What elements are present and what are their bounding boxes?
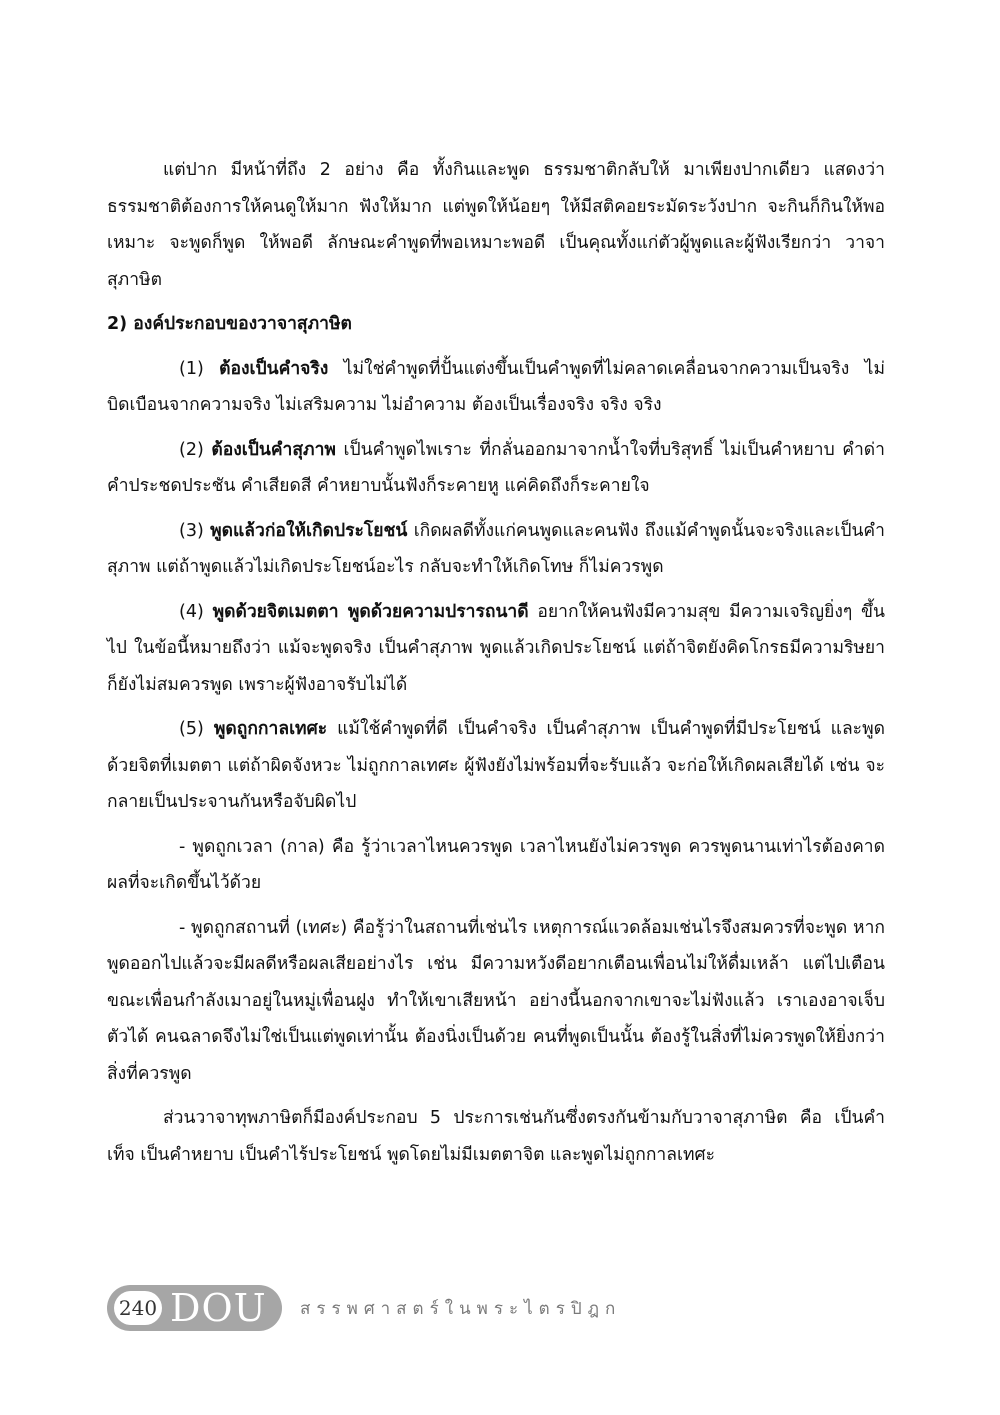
item-text: อยากให้คนฟังมีความสุข มีความเจริญยิ่งๆ ขึ้นไป ในข้อนี้หมายถึงว่า แม้จะพูดจริง เป็นคำสุภาพ พูดแล้วเกิดประโยชน์ แต่ถ้าจิตยังคิดโกรธมีความริษยาก็ยังไม่สมควรพูด เพราะผู้ฟังอาจรับไม่ได้	[107, 601, 885, 695]
item-number: (1)	[179, 358, 204, 379]
page-footer	[107, 1283, 621, 1333]
item-number: (5)	[179, 719, 204, 739]
page-body	[107, 152, 885, 1181]
item-title: ต้องเป็นคำสุภาพ	[211, 439, 336, 460]
dash-item-time: - พูดถูกเวลา (กาล) คือ รู้ว่าเวลาไหนควรพูด เวลาไหนยังไม่ควรพูด ควรพูดนานเท่าไรต้องคาดผลที่จะเกิดขึ้นไว้ด้วย	[107, 836, 885, 893]
intro-paragraph: แต่ปาก มีหน้าที่ถึง 2 อย่าง คือ ทั้งกินและพูด ธรรมชาติกลับให้ มาเพียงปากเดียว แสดงว่าธรรมชาติต้องการให้คนดูให้มาก ฟังให้มาก แต่พูดให้น้อยๆ ให้มีสติคอยระมัดระวังปาก จะกินก็กินให้พอเหมาะ จะพูดก็พูด ให้พอดี ลักษณะคำพูดที่พอเหมาะพอดี เป็นคุณทั้งแก่ตัวผู้พูดและผู้ฟังเรียกว่า วาจาสุภาษิต	[107, 160, 885, 290]
item-number: (3)	[179, 520, 204, 541]
page-number: 240	[114, 1291, 162, 1325]
book-title: สรรพศาสตร์ในพระไตรปิฎก	[300, 1298, 622, 1319]
item-number: (4)	[179, 601, 204, 622]
component-item-1	[107, 351, 885, 424]
item-title: พูดแล้วก่อให้เกิดประโยชน์	[210, 520, 408, 541]
item-title: พูดถูกกาลเทศะ	[213, 719, 328, 739]
closing-paragraph: ส่วนวาจาทุพภาษิตก็มีองค์ประกอบ 5 ประการเช่นกันซึ่งตรงกันข้ามกับวาจาสุภาษิต คือ เป็นคำเท็จ เป็นคำหยาบ เป็นคำไร้ประโยชน์ พูดโดยไม่มีเมตตาจิต และพูดไม่ถูกกาลเทศะ	[107, 1108, 885, 1165]
item-number: (2)	[179, 439, 204, 460]
item-title: พูดด้วยจิตเมตตา พูดด้วยความปรารถนาดี	[212, 601, 529, 622]
section-heading: 2) องค์ประกอบของวาจาสุภาษิต	[107, 314, 352, 334]
dou-logo: DOU	[170, 1286, 267, 1330]
item-text: เป็นคำพูดไพเราะ ที่กลั่นออกมาจากน้ำใจที่บริสุทธิ์ ไม่เป็นคำหยาบ คำด่า คำประชดประชัน คำเสียดสี คำหยาบนั้นฟังก็ระคายหู แค่คิดถึงก็ระคายใจ	[107, 439, 885, 496]
component-item-5	[107, 711, 885, 821]
component-item-2	[107, 432, 885, 505]
item-text: ไม่ใช่คำพูดที่ปั้นแต่งขึ้นเป็นคำพูดที่ไม่คลาดเคลื่อนจากความเป็นจริง ไม่บิดเบือนจากความจริง ไม่เสริมความ ไม่อำความ ต้องเป็นเรื่องจริง จริง จริง	[107, 358, 885, 415]
item-text: แม้ใช้คำพูดที่ดี เป็นคำจริง เป็นคำสุภาพ เป็นคำพูดที่มีประโยชน์ และพูดด้วยจิตที่เมตตา แต่ถ้าผิดจังหวะ ไม่ถูกกาลเทศะ ผู้ฟังยังไม่พร้อมที่จะรับแล้ว จะก่อให้เกิดผลเสียได้ เช่น จะกลายเป็นประจานกันหรือจับผิดไป	[107, 719, 885, 812]
component-item-4	[107, 594, 885, 704]
dou-badge	[107, 1285, 282, 1331]
dash-item-place: - พูดถูกสถานที่ (เทศะ) คือรู้ว่าในสถานที่เช่นไร เหตุการณ์แวดล้อมเช่นไรจึงสมควรที่จะพูด หากพูดออกไปแล้วจะมีผลดีหรือผลเสียอย่างไร เช่น มีความหวังดีอยากเตือนเพื่อนไม่ให้ดื่มเหล้า แต่ไปเตือนขณะเพื่อนกำลังเมาอยู่ในหมู่เพื่อนฝูง ทำให้เขาเสียหน้า อย่างนี้นอกจากเขาจะไม่ฟังแล้ว เราเองอาจเจ็บตัวได้ คนฉลาดจึงไม่ใช่เป็นแต่พูดเท่านั้น ต้องนิ่งเป็นด้วย คนที่พูดเป็นนั้น ต้องรู้ในสิ่งที่ไม่ควรพูดให้ยิ่งกว่าสิ่งที่ควรพูด	[107, 917, 885, 1084]
item-title: ต้องเป็นคำจริง	[219, 358, 329, 379]
item-text: เกิดผลดีทั้งแก่คนพูดและคนฟัง ถึงแม้คำพูดนั้นจะจริงและเป็นคำสุภาพ แต่ถ้าพูดแล้วไม่เกิดประโยชน์อะไร กลับจะทำให้เกิดโทษ ก็ไม่ควรพูด	[107, 520, 885, 577]
component-item-3	[107, 513, 885, 586]
